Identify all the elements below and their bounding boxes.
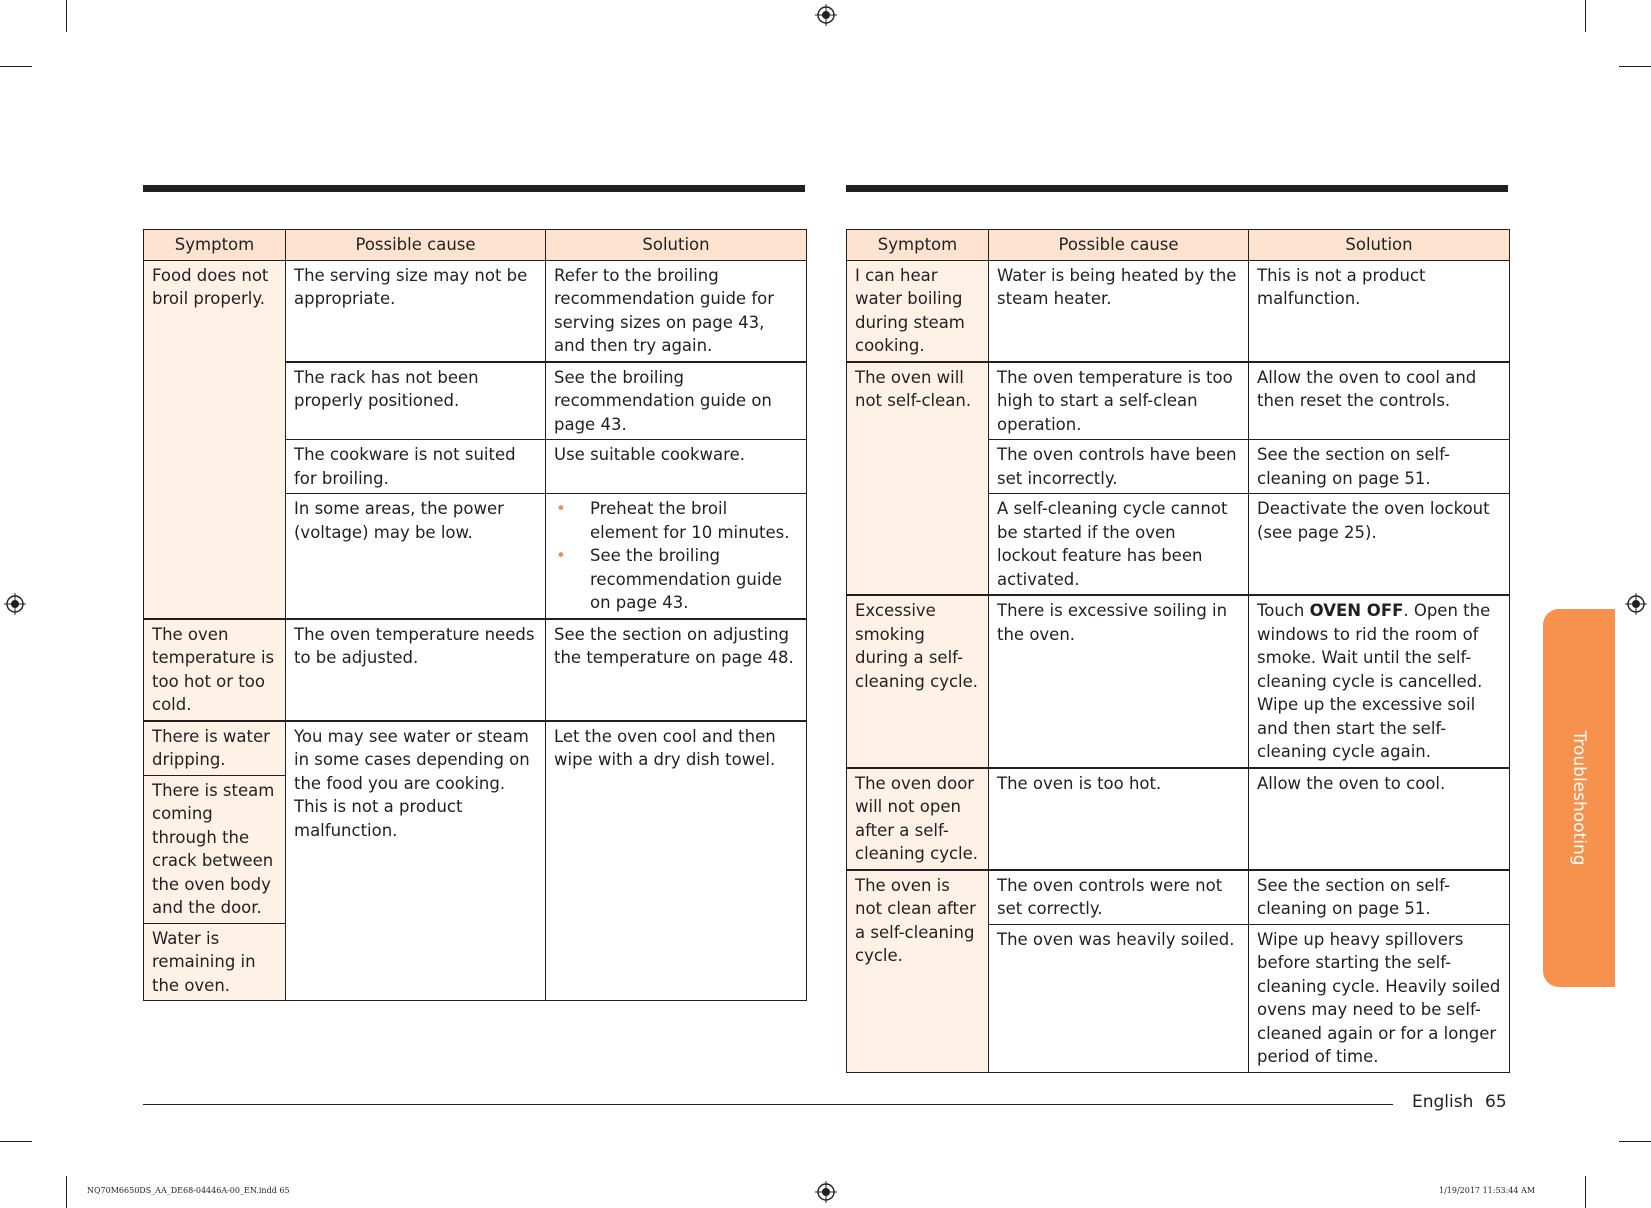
troubleshooting-table-left: [143, 229, 807, 1001]
solution-cell: [546, 362, 807, 440]
solution-bullet-list: [554, 497, 798, 615]
solution-cell: Use suitable cookware.: [546, 440, 807, 494]
table-row: [144, 260, 807, 362]
cause-cell: The rack has not been properly positioned.: [286, 362, 546, 440]
header-solution: Solution: [1249, 230, 1510, 261]
table-row: [847, 870, 1510, 925]
cause-cell: In some areas, the power (voltage) may be low.: [286, 494, 546, 619]
cause-cell: The oven controls have been set incorrectly.: [989, 440, 1249, 494]
list-item: [554, 497, 798, 544]
solution-text: See the section on self-cleaning on page: [1257, 875, 1451, 918]
table-row: [847, 768, 1510, 870]
registration-mark-icon: [815, 1181, 837, 1203]
page-reference: 48: [767, 648, 789, 667]
symptom-cell: Excessive smoking during a self-cleaning cycle.: [847, 595, 989, 768]
page-reference: 43: [738, 312, 760, 332]
table-header-row: [847, 230, 1510, 261]
cause-cell: The serving size may not be appropriate.: [286, 260, 546, 362]
table-row: [144, 619, 807, 721]
symptom-cell: I can hear water boiling during steam cooking.: [847, 260, 989, 362]
bullet-text: See the broiling recommendation guide on page: [590, 546, 783, 612]
solution-cell: [1249, 494, 1510, 596]
cause-cell: A self-cleaning cycle cannot be started if the oven lockout feature has been activated.: [989, 494, 1249, 596]
solution-text: See the section on self-cleaning on page: [1257, 445, 1451, 488]
header-symptom: Symptom: [144, 230, 286, 261]
solution-text: .: [1425, 468, 1431, 488]
page-reference: 25: [1344, 522, 1366, 542]
solution-cell: This is not a product malfunction.: [1249, 260, 1510, 362]
symptom-cell: There is water dripping.: [144, 721, 286, 776]
table-row: [847, 260, 1510, 362]
header-symptom: Symptom: [847, 230, 989, 261]
table-row: [847, 362, 1510, 440]
list-item: [554, 544, 798, 615]
solution-cell: Allow the oven to cool and then reset the controls.: [1249, 362, 1510, 440]
solution-cell: [546, 260, 807, 362]
cause-cell: You may see water or steam in some cases depending on the food you are cooking. This is not a product malfunction.: [286, 721, 546, 1001]
solution-text: Refer to the broiling recommendation guide for serving sizes on page: [554, 265, 775, 332]
solution-cell: [1249, 870, 1510, 925]
bullet-icon: •: [556, 546, 566, 565]
solution-text: Deactivate the oven lockout (see page: [1257, 499, 1490, 542]
symptom-cell: Food does not broil properly.: [144, 260, 286, 619]
table-header-row: [144, 230, 807, 261]
solution-cell: Let the oven cool and then wipe with a dry dish towel.: [546, 721, 807, 1001]
solution-text: See the broiling recommendation guide on page: [554, 367, 772, 434]
print-slug-timestamp: 1/19/2017 11:53:44 AM: [1439, 1186, 1536, 1195]
footer-rule: [143, 1104, 1393, 1105]
crop-mark: [1619, 1141, 1651, 1142]
solution-cell: [546, 619, 807, 721]
crop-mark: [1585, 0, 1586, 32]
solution-cell: [546, 494, 807, 619]
section-rule-left: [143, 185, 805, 192]
print-slug-file: NQ70M6650DS_AA_DE68-04446A-00_EN.indd 65: [87, 1186, 290, 1195]
oven-off-label: OVEN OFF: [1309, 601, 1404, 620]
crop-mark: [1619, 66, 1651, 67]
symptom-cell: The oven door will not open after a self-cleaning cycle.: [847, 768, 989, 870]
bullet-text: .: [683, 593, 689, 612]
page-reference: 51: [1404, 468, 1426, 488]
bullet-text: Preheat the broil element for 10 minutes.: [590, 499, 790, 542]
symptom-cell: Water is remaining in the oven.: [144, 923, 286, 1001]
cause-cell: The oven is too hot.: [989, 768, 1249, 870]
footer-language: English: [1412, 1092, 1474, 1112]
crop-mark: [66, 0, 67, 32]
symptom-cell: The oven is not clean after a self-cleaning cycle.: [847, 870, 989, 1073]
cause-cell: The oven controls were not set correctly.: [989, 870, 1249, 925]
registration-mark-icon: [4, 593, 26, 615]
crop-mark: [0, 1141, 32, 1142]
cause-cell: The oven was heavily soiled.: [989, 924, 1249, 1072]
header-cause: Possible cause: [286, 230, 546, 261]
crop-mark: [1585, 1176, 1586, 1208]
table-row: [144, 721, 807, 776]
page-reference: 43: [600, 414, 622, 434]
cause-cell: The oven temperature needs to be adjusted.: [286, 619, 546, 721]
crop-mark: [0, 66, 32, 67]
solution-text: Touch: [1257, 601, 1310, 620]
section-rule-right: [846, 185, 1508, 192]
crop-mark: [66, 1176, 67, 1208]
cause-cell: There is excessive soiling in the oven.: [989, 595, 1249, 768]
page-reference: 43: [662, 593, 684, 612]
solution-text: .: [1425, 899, 1431, 918]
symptom-cell: The oven will not self-clean.: [847, 362, 989, 596]
solution-text: .: [788, 648, 794, 667]
header-solution: Solution: [546, 230, 807, 261]
solution-text: , and then try again.: [554, 312, 765, 355]
solution-text: .: [621, 414, 627, 434]
header-cause: Possible cause: [989, 230, 1249, 261]
solution-text: . Open the windows to rid the room of smoke. Wait until the self-cleaning cycle is cancelled. Wipe up the excessive soil and then start the self-cleaning cycle again.: [1257, 601, 1491, 761]
cause-cell: The oven temperature is too high to start a self-clean operation.: [989, 362, 1249, 440]
solution-cell: [1249, 440, 1510, 494]
table-row: [847, 595, 1510, 768]
solution-text: See the section on adjusting the temperature on page: [554, 624, 790, 667]
solution-text: ).: [1365, 522, 1377, 542]
section-tab-label: Troubleshooting: [1569, 730, 1589, 866]
registration-mark-icon: [1625, 593, 1647, 615]
bullet-icon: •: [556, 499, 566, 518]
troubleshooting-table-right: [846, 229, 1510, 1073]
solution-cell: Wipe up heavy spillovers before starting the self-cleaning cycle. Heavily soiled ovens may need to be self-cleaned again or for a longer period of time.: [1249, 924, 1510, 1072]
solution-cell: [1249, 595, 1510, 768]
symptom-cell: The oven temperature is too hot or too cold.: [144, 619, 286, 721]
cause-cell: Water is being heated by the steam heater.: [989, 260, 1249, 362]
solution-cell: Allow the oven to cool.: [1249, 768, 1510, 870]
page-number: 65: [1485, 1092, 1507, 1112]
registration-mark-icon: [815, 4, 837, 26]
cause-cell: The cookware is not suited for broiling.: [286, 440, 546, 494]
page-reference: 51: [1404, 899, 1426, 918]
symptom-cell: There is steam coming through the crack between the oven body and the door.: [144, 775, 286, 923]
